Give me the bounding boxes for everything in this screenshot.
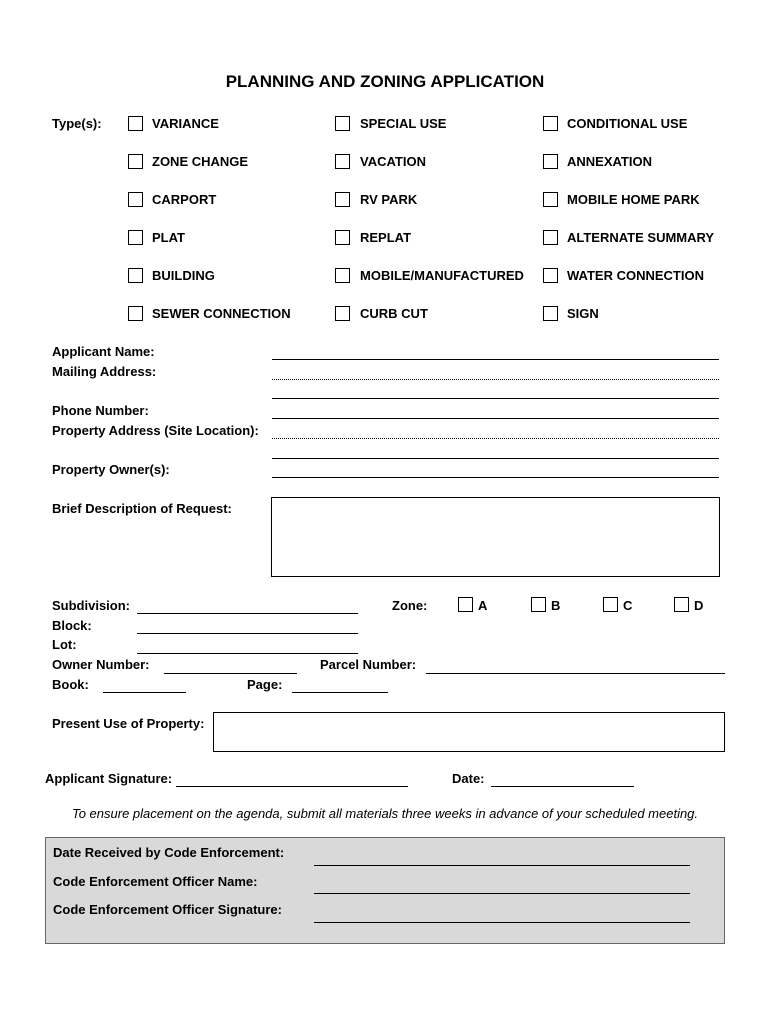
type-label: MOBILE/MANUFACTURED — [360, 268, 524, 283]
property-owners-field-2[interactable] — [272, 477, 719, 478]
property-owners-field[interactable] — [272, 458, 719, 459]
type-label: SIGN — [567, 306, 599, 321]
types-label: Type(s): — [52, 116, 102, 131]
mailing-address-label: Mailing Address: — [52, 364, 157, 379]
type-label: ZONE CHANGE — [152, 154, 249, 169]
type-label: ALTERNATE SUMMARY — [567, 230, 715, 245]
applicant-signature-field[interactable] — [176, 786, 408, 787]
zone-checkbox-d[interactable] — [674, 597, 689, 612]
subdivision-field[interactable] — [137, 613, 358, 614]
page-label: Page: — [247, 677, 283, 692]
type-label: PLAT — [152, 230, 185, 245]
parcel-number-label: Parcel Number: — [320, 657, 417, 672]
checkbox-conditional-use[interactable] — [543, 116, 558, 131]
type-label: CARPORT — [152, 192, 217, 207]
officer-name-label: Code Enforcement Officer Name: — [53, 874, 258, 889]
brief-description-field[interactable] — [271, 497, 720, 577]
checkbox-replat[interactable] — [335, 230, 350, 245]
brief-description-label: Brief Description of Request: — [52, 501, 232, 516]
type-label: CONDITIONAL USE — [567, 116, 688, 131]
officer-name-field[interactable] — [314, 893, 690, 894]
checkbox-sewer-connection[interactable] — [128, 306, 143, 321]
checkbox-variance[interactable] — [128, 116, 143, 131]
zone-checkbox-b[interactable] — [531, 597, 546, 612]
checkbox-curb-cut[interactable] — [335, 306, 350, 321]
zone-checkbox-a[interactable] — [458, 597, 473, 612]
officer-signature-field[interactable] — [314, 922, 690, 923]
checkbox-alternate-summary[interactable] — [543, 230, 558, 245]
applicant-name-label: Applicant Name: — [52, 344, 155, 359]
block-field[interactable] — [137, 633, 358, 634]
subdivision-label: Subdivision: — [52, 598, 130, 613]
date-received-label: Date Received by Code Enforcement: — [53, 845, 285, 860]
owner-number-field[interactable] — [164, 673, 297, 674]
property-address-label: Property Address (Site Location): — [52, 423, 259, 438]
checkbox-sign[interactable] — [543, 306, 558, 321]
type-label: BUILDING — [152, 268, 215, 283]
lot-label: Lot: — [52, 637, 77, 652]
type-label: VACATION — [360, 154, 426, 169]
submission-note: To ensure placement on the agenda, submit all materials three weeks in advance of your scheduled meeting. — [71, 806, 699, 821]
page-field[interactable] — [292, 692, 388, 693]
page-title: PLANNING AND ZONING APPLICATION — [225, 72, 545, 91]
zone-option: D — [694, 598, 704, 613]
date-field[interactable] — [491, 786, 634, 787]
type-label: SEWER CONNECTION — [152, 306, 291, 321]
zone-checkbox-c[interactable] — [603, 597, 618, 612]
checkbox-mobile-manufactured[interactable] — [335, 268, 350, 283]
phone-number-field[interactable] — [272, 418, 719, 419]
checkbox-annexation[interactable] — [543, 154, 558, 169]
checkbox-special-use[interactable] — [335, 116, 350, 131]
applicant-name-field[interactable] — [272, 359, 719, 360]
checkbox-building[interactable] — [128, 268, 143, 283]
zone-option: C — [623, 598, 633, 613]
type-label: MOBILE HOME PARK — [567, 192, 700, 207]
date-label: Date: — [452, 771, 485, 786]
type-label: ANNEXATION — [567, 154, 652, 169]
type-label: VARIANCE — [152, 116, 219, 131]
lot-field[interactable] — [137, 653, 358, 654]
book-field[interactable] — [103, 692, 186, 693]
applicant-signature-label: Applicant Signature: — [45, 771, 173, 786]
book-label: Book: — [52, 677, 89, 692]
type-label: CURB CUT — [360, 306, 428, 321]
type-label: SPECIAL USE — [360, 116, 447, 131]
checkbox-mobile-home-park[interactable] — [543, 192, 558, 207]
checkbox-water-connection[interactable] — [543, 268, 558, 283]
checkbox-rv-park[interactable] — [335, 192, 350, 207]
type-label: REPLAT — [360, 230, 412, 245]
date-received-field[interactable] — [314, 865, 690, 866]
mailing-address-field[interactable] — [272, 379, 719, 380]
type-label: WATER CONNECTION — [567, 268, 704, 283]
zone-option: A — [478, 598, 488, 613]
phone-number-label: Phone Number: — [52, 403, 149, 418]
parcel-number-field[interactable] — [426, 673, 725, 674]
owner-number-label: Owner Number: — [52, 657, 150, 672]
checkbox-carport[interactable] — [128, 192, 143, 207]
type-label: RV PARK — [360, 192, 418, 207]
zone-option: B — [551, 598, 561, 613]
property-owners-label: Property Owner(s): — [52, 462, 170, 477]
mailing-address-field-2[interactable] — [272, 398, 719, 399]
checkbox-zone-change[interactable] — [128, 154, 143, 169]
zone-label: Zone: — [392, 598, 428, 613]
checkbox-vacation[interactable] — [335, 154, 350, 169]
property-address-field[interactable] — [272, 438, 719, 439]
block-label: Block: — [52, 618, 92, 633]
checkbox-plat[interactable] — [128, 230, 143, 245]
present-use-label: Present Use of Property: — [52, 716, 205, 731]
present-use-field[interactable] — [213, 712, 725, 752]
officer-signature-label: Code Enforcement Officer Signature: — [53, 902, 282, 917]
